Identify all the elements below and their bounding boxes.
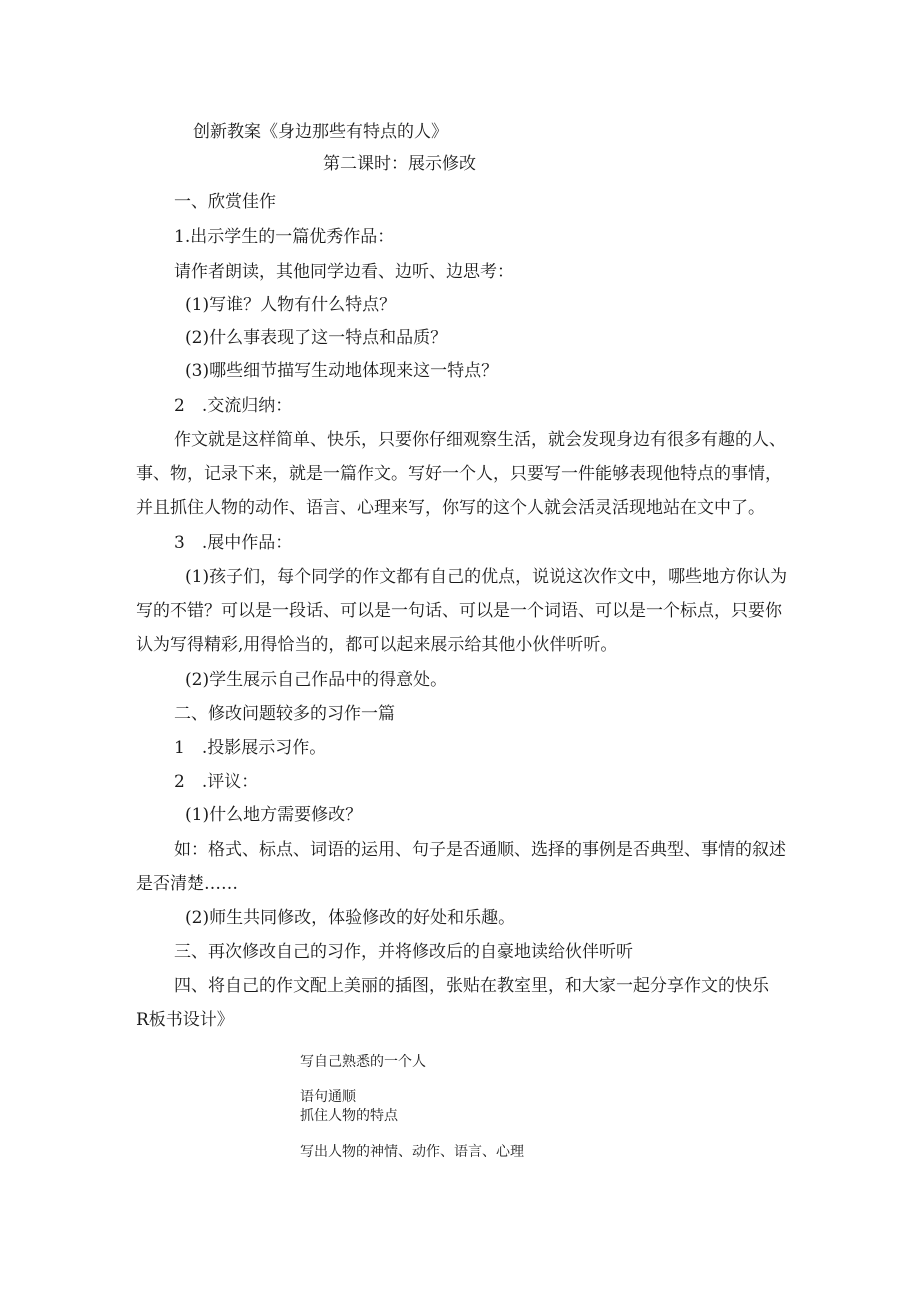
numbered-heading: 2 .交流归纳： [174, 396, 293, 416]
question-item: (1)什么地方需要修改？ [185, 805, 363, 825]
section-heading-2: 二、修改问题较多的习作一篇 [174, 704, 395, 724]
board-item: 写出人物的神情、动作、语言、心理 [300, 1144, 524, 1160]
paragraph-line: 认为写得精彩,用得恰当的，都可以起来展示给其他小伙伴听听。 [136, 635, 618, 655]
question-item: (2)什么事表现了这一特点和品质？ [185, 328, 448, 348]
paragraph-line: 1.出示学生的一篇优秀作品： [174, 227, 395, 247]
section-heading-4: 四、将自己的作文配上美丽的插图，张贴在教室里，和大家一起分享作文的快乐 [174, 976, 769, 996]
paragraph-line: (1)孩子们，每个同学的作文都有自己的优点，说说这次作文中，哪些地方你认为 [185, 567, 788, 587]
question-item: (3)哪些细节描写生动地体现来这一特点？ [185, 361, 499, 381]
board-item: 写自己熟悉的一个人 [300, 1054, 426, 1070]
paragraph-line: 写的不错？可以是一段话、可以是一句话、可以是一个词语、可以是一个标点，只要你 [136, 601, 782, 621]
paragraph-line: (2)学生展示自己作品中的得意处。 [185, 670, 448, 690]
question-item: (1)写谁？人物有什么特点？ [185, 295, 397, 315]
section-heading-1: 一、欣赏佳作 [174, 192, 276, 212]
document-title: 创新教案《身边那些有特点的人》 [193, 122, 448, 142]
document-subtitle: 第二课时：展示修改 [323, 154, 476, 174]
numbered-heading: 1 .投影展示习作。 [174, 738, 327, 758]
paragraph-line: 请作者朗读，其他同学边看、边听、边思考： [174, 262, 514, 282]
board-design-heading: R板书设计》 [136, 1010, 234, 1030]
paragraph-line: (2)师生共同修改，体验修改的好处和乐趣。 [185, 908, 516, 928]
board-item: 语句通顺 [300, 1089, 356, 1105]
board-item: 抓住人物的特点 [300, 1108, 398, 1124]
paragraph-line: 并且抓住人物的动作、语言、心理来写，你写的这个人就会活灵活现地站在文中了。 [136, 498, 765, 518]
numbered-heading: 2 .评议： [174, 772, 259, 792]
paragraph-line: 事、物，记录下来，就是一篇作文。写好一个人，只要写一件能够表现他特点的事情， [136, 464, 782, 484]
paragraph-line: 如：格式、标点、词语的运用、句子是否通顺、选择的事例是否典型、事情的叙述 [174, 840, 786, 860]
section-heading-3: 三、再次修改自己的习作，并将修改后的自豪地读给伙伴听听 [174, 942, 633, 962]
paragraph-line: 是否清楚…… [136, 874, 238, 894]
paragraph-line: 作文就是这样简单、快乐，只要你仔细观察生活，就会发现身边有很多有趣的人、 [174, 430, 786, 450]
numbered-heading: 3 .展中作品： [174, 533, 293, 553]
